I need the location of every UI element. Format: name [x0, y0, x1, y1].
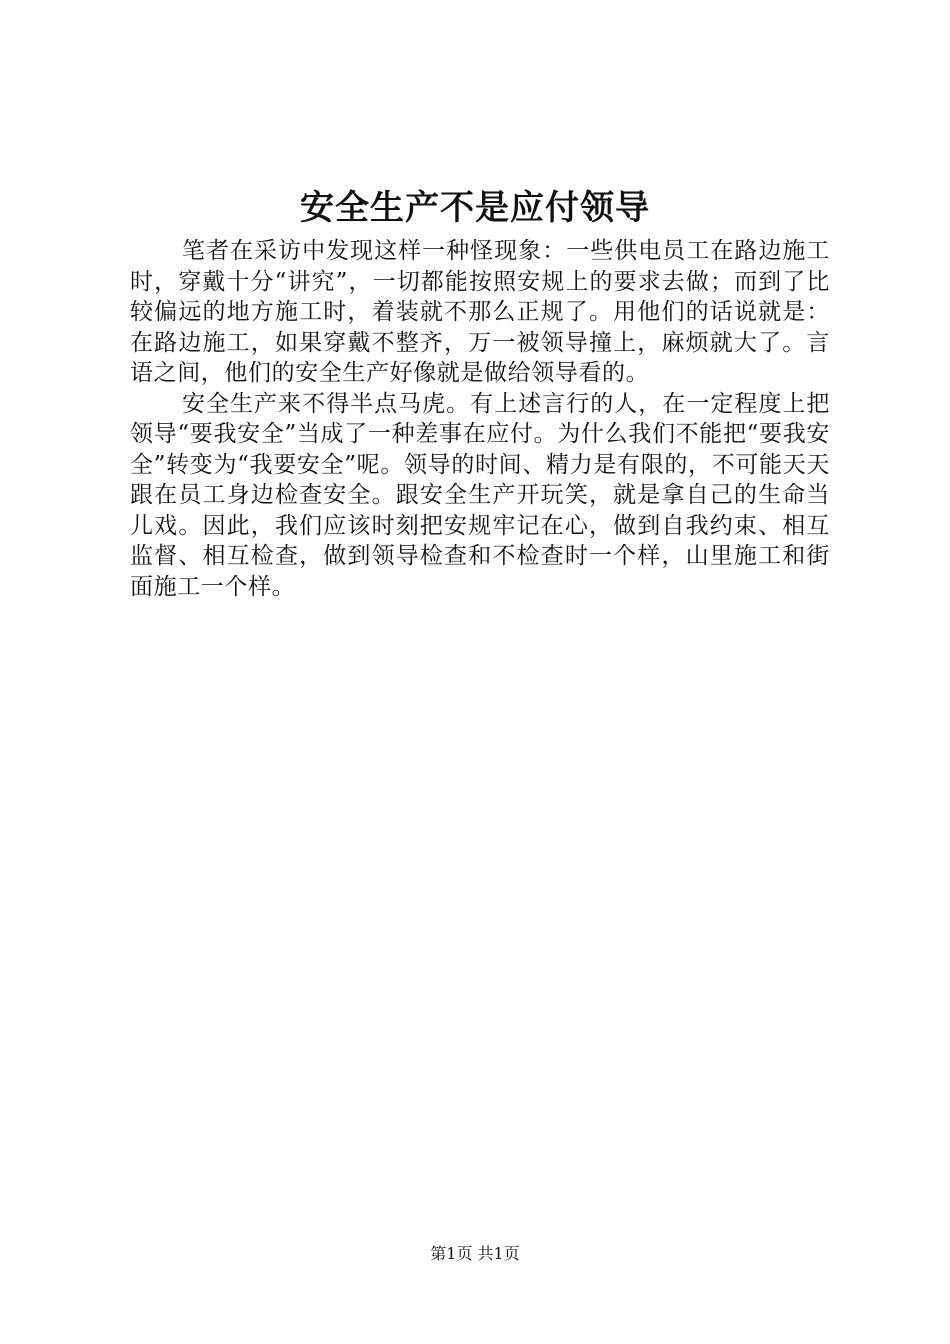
paragraph-1: 笔者在采访中发现这样一种怪现象：一些供电员工在路边施工时，穿戴十分“讲究”，一切都能按照安规上的要求去做；而到了比较偏远的地方施工时，着装就不那么正规了。用他们的话说就是：在路边施工，如果穿戴不整齐，万一被领导撞上，麻烦就大了。言语之间，他们的安全生产好像就是做给领导看的。 [130, 238, 830, 386]
document-body [130, 236, 830, 602]
document-title: 安全生产不是应付领导 [300, 188, 650, 228]
paragraph-2: 安全生产来不得半点马虎。有上述言行的人，在一定程度上把领导“要我安全”当成了一种差事在应付。为什么我们不能把“要我安全”转变为“我要安全”呢。领导的时间、精力是有限的，不可能天天跟在员工身边检查安全。跟安全生产开玩笑，就是拿自己的生命当儿戏。因此，我们应该时刻把安规牢记在心，做到自我约束、相互监督、相互检查，做到领导检查和不检查时一个样，山里施工和街面施工一个样。 [130, 390, 830, 600]
page-footer: 第1页 共1页 [430, 1244, 520, 1263]
